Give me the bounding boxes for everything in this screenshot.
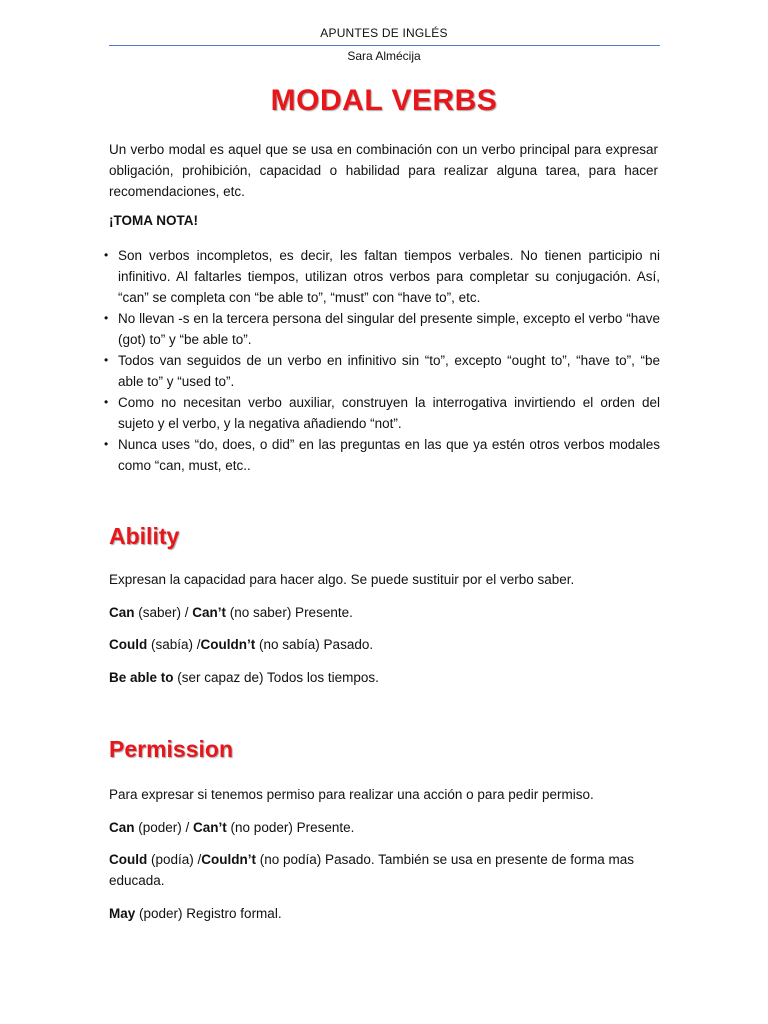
permission-row-may: May (poder) Registro formal. — [109, 906, 282, 921]
ability-row-could: Could (sabía) /Couldn’t (no sabía) Pasado. — [109, 637, 374, 652]
notes-list — [104, 245, 660, 476]
permission-heading: Permission — [109, 736, 233, 762]
ability-row-be-able-to: Be able to (ser capaz de) Todos los tiempos. — [109, 670, 379, 685]
ability-row-can: Can (saber) / Can’t (no saber) Presente. — [109, 605, 353, 620]
list-item — [104, 245, 660, 308]
list-item — [104, 434, 660, 476]
permission-row-can: Can (poder) / Can’t (no poder) Presente. — [109, 820, 355, 835]
intro-paragraph: Un verbo modal es aquel que se usa en combinación con un verbo principal para expresar obligación, prohibición, capacidad o habilidad para realizar alguna tarea, para hacer recomendaciones, etc. — [109, 142, 658, 199]
list-item-text: Son verbos incompletos, es decir, les faltan tiempos verbales. No tienen participio ni infinitivo. Al faltarles tiempos, utilizan otros verbos para completar su conjugación. Así, “can” se completa con “be able to”, “must” con “have to”, etc. — [118, 248, 660, 305]
list-item — [104, 350, 660, 392]
ability-description: Expresan la capacidad para hacer algo. Se puede sustituir por el verbo saber. — [109, 572, 575, 587]
bullet-icon: • — [104, 395, 109, 409]
list-item-text: Nunca uses “do, does, o did” en las preguntas en las que ya estén otros verbos modales como “can, must, etc.. — [118, 437, 660, 473]
note-heading: ¡TOMA NOTA! — [109, 213, 198, 228]
list-item-text: Todos van seguidos de un verbo en infinitivo sin “to”, excepto “ought to”, “have to”, “be able to” y “used to”. — [118, 353, 660, 389]
bullet-icon: • — [104, 437, 109, 451]
permission-row-could: Could (podía) /Couldn’t (no podía) Pasado. También se usa en presente de forma mas educada. — [109, 852, 634, 888]
page-title: MODAL VERBS — [270, 84, 498, 117]
permission-description: Para expresar si tenemos permiso para realizar una acción o para pedir permiso. — [109, 787, 594, 802]
list-item — [104, 392, 660, 434]
bullet-icon: • — [104, 311, 109, 325]
header-title: APUNTES DE INGLÉS — [320, 26, 448, 40]
list-item-text: Como no necesitan verbo auxiliar, construyen la interrogativa invirtiendo el orden del sujeto y el verbo, y la negativa añadiendo “not”. — [118, 395, 660, 431]
bullet-icon: • — [104, 353, 109, 367]
bullet-icon: • — [104, 248, 109, 262]
header-author: Sara Almécija — [347, 49, 421, 63]
header-rule — [109, 45, 660, 46]
list-item — [104, 308, 660, 350]
list-item-text: No llevan -s en la tercera persona del singular del presente simple, excepto el verbo “have (got) to” y “be able to”. — [118, 311, 660, 347]
ability-heading: Ability — [109, 523, 180, 549]
